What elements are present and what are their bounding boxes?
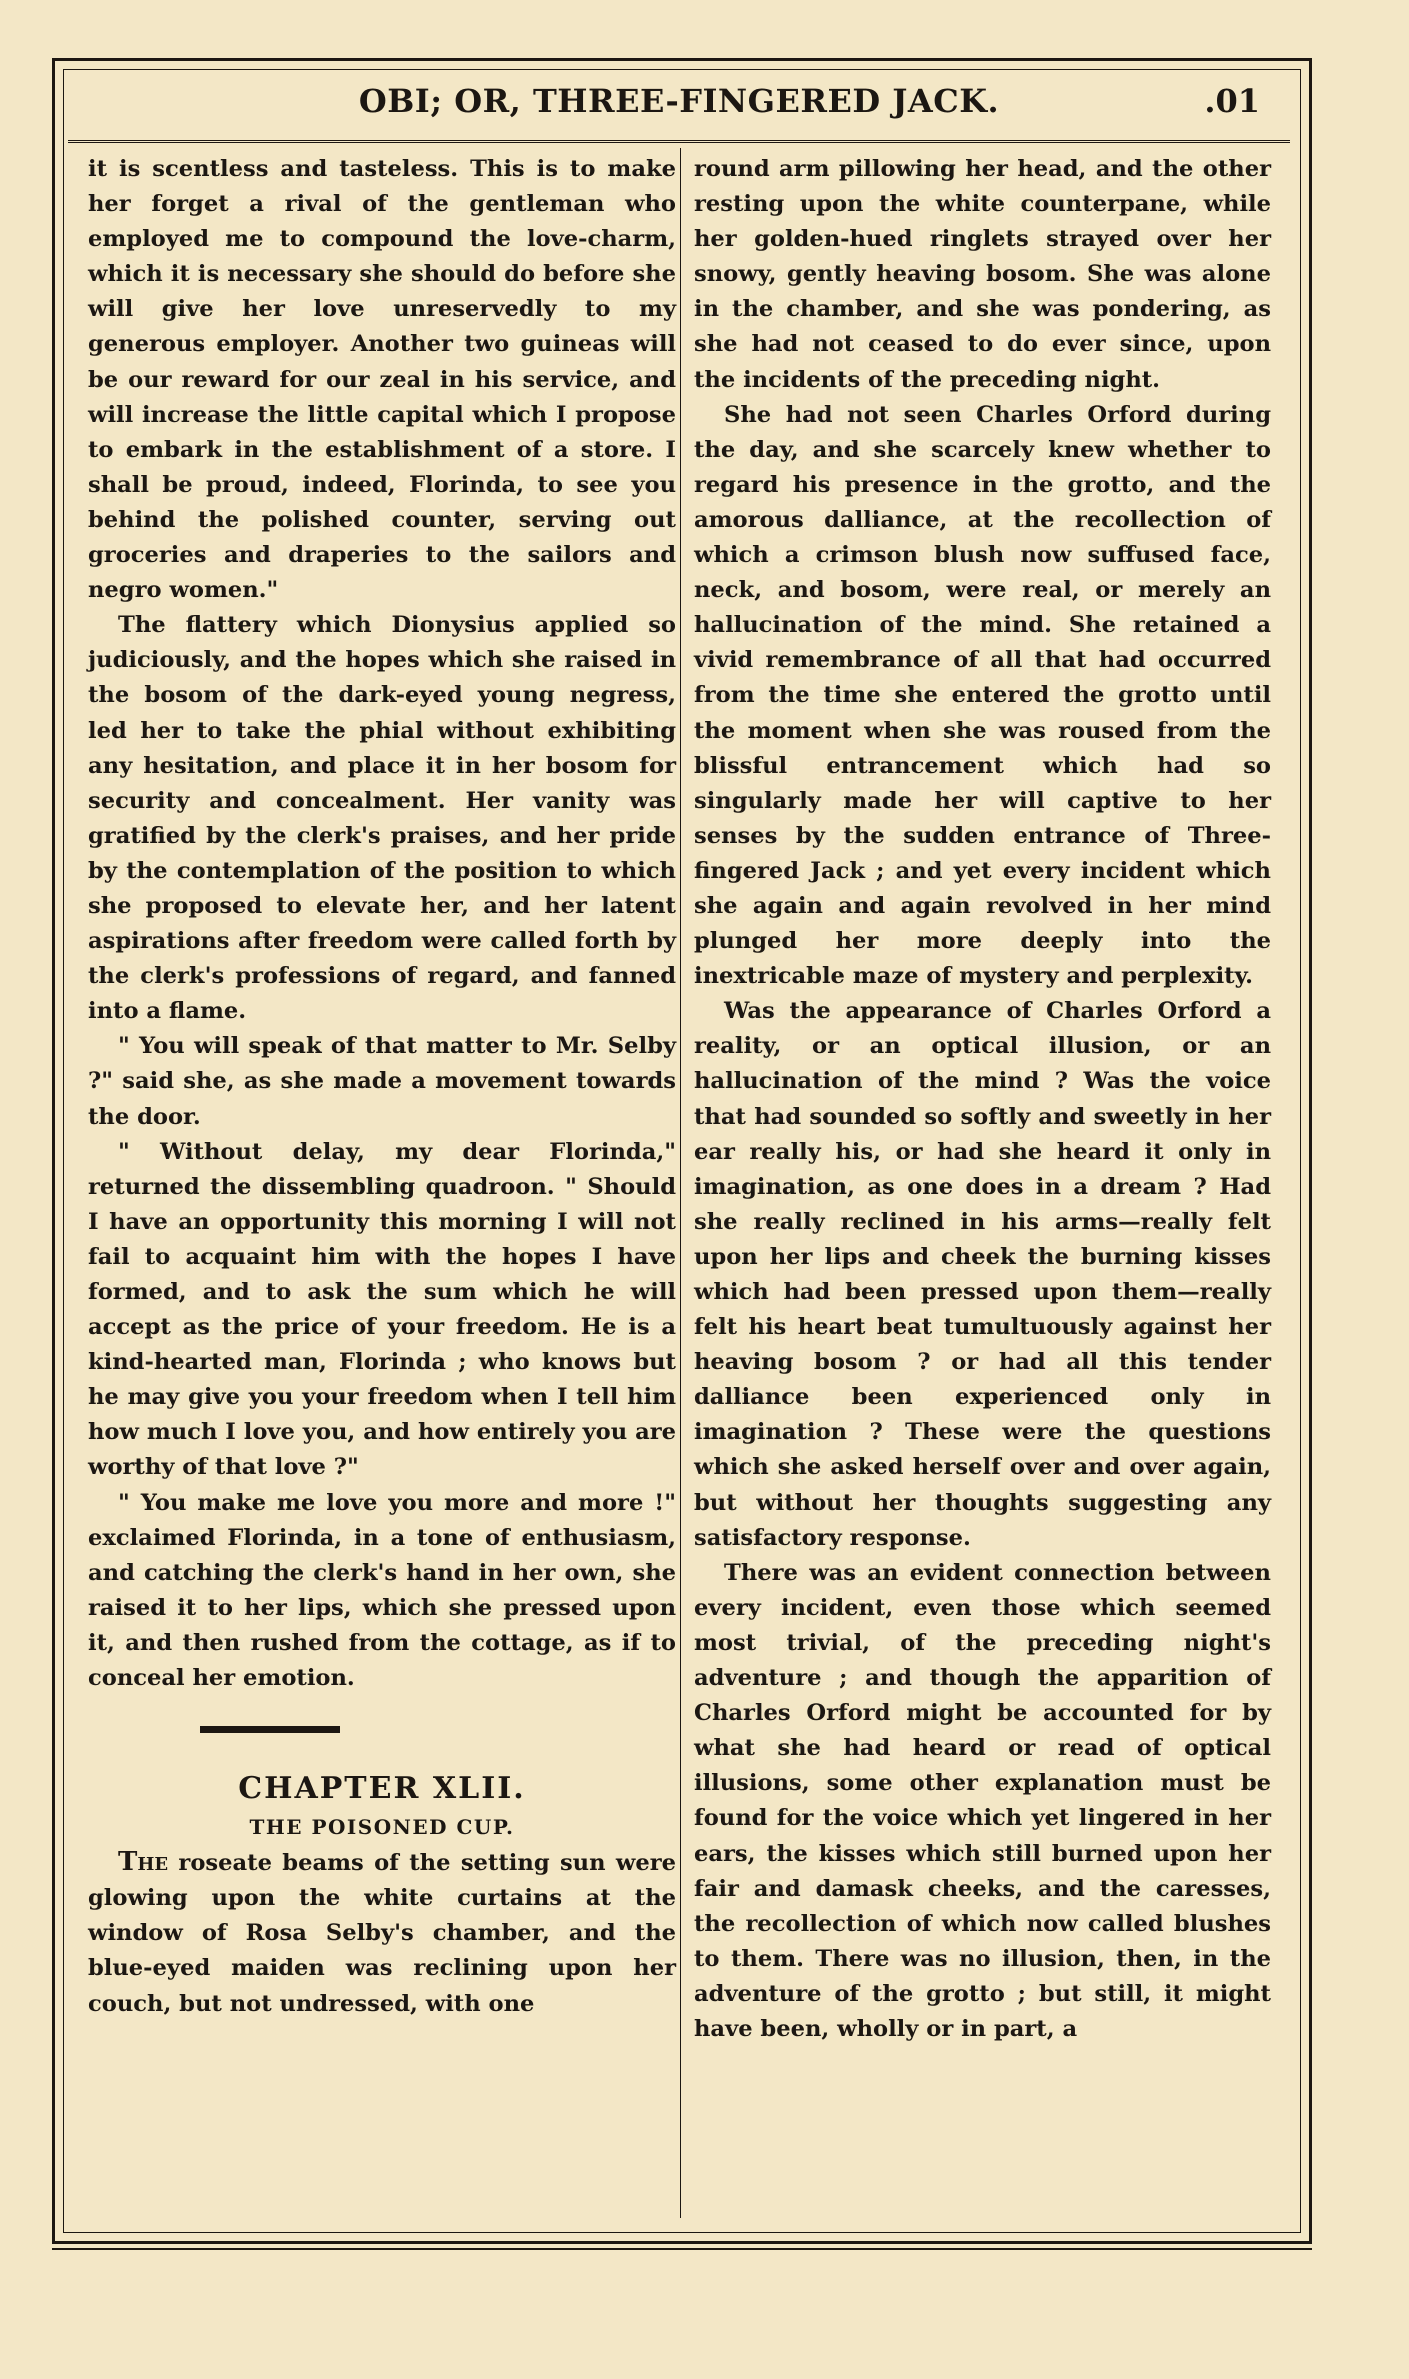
paragraph: " You make me love you more and more !" exclaimed Florinda, in a tone of enthusiasm, and catching the clerk's hand in her own, she raised it to her lips, which she pressed upon it, and then rushed from the cottage, as if to conceal her emotion. (88, 1489, 676, 1692)
running-title: OBI; OR, THREE-FINGERED JACK. (358, 82, 1000, 120)
chapter-opening-paragraph (88, 1845, 676, 2021)
paragraph: Was the appearance of Charles Orford a reality, or an optical illusion, or an hallucination of the mind ? Was the voice that had sounded so softly and sweetly in her ear really his, or had she heard it only in imagination, as one does in a dream ? Had she really reclined in his arms—really felt upon her lips and cheek the burning kisses which had been pressed upon them—really felt his heart beat tumultuously against her heaving bosom ? or had all this tender dalliance been experienced only in imagination ? These were the questions which she asked herself over and over again, but without her thoughts suggesting any satisfactory response. (694, 998, 1271, 1551)
chapter-subtitle: THE POISONED CUP. (249, 1815, 515, 1840)
header-rule (68, 140, 1290, 143)
chapter-first-word: The (118, 1847, 169, 1878)
paragraph: There was an evident connection between every incident, even those which seemed most trivial, of the preceding night's adventure ; and though the apparition of Charles Orford might be accounted for by what she had heard or read of optical illusions, some other explanation must be found for the voice which yet lingered in her ears, the kisses which still burned upon her fair and damask cheeks, and the caresses, the recollection of which now called blushes to them. There was no illusion, then, in the adventure of the grotto ; but still, it might have been, wholly or in part, a (694, 1559, 1271, 2042)
paragraph: The flattery which Dionysius applied so judiciously, and the hopes which she raised in the bosom of the dark-eyed young negress, led her to take the phial without exhibiting any hesitation, and place it in her bosom for security and concealment. Her vanity was gratified by the clerk's praises, and her pride by the contemplation of the position to which she proposed to elevate her, and her latent aspirations after freedom were called forth by the clerk's professions of regard, and fanned into a flame. (88, 612, 676, 1025)
page-number: .01 (1204, 82, 1260, 120)
chapter-title: CHAPTER XLII. (238, 1771, 526, 1807)
right-column (694, 152, 1271, 2047)
paragraph: it is scentless and tasteless. This is to make her forget a rival of the gentleman who employed me to compound the love-charm, which it is necessary she should do before she will give her love unreservedly to my generous employer. Another two guineas will be our reward for our zeal in his service, and will increase the little capital which I propose to embark in the establishment of a store. I shall be proud, indeed, Florinda, to see you behind the polished counter, serving out groceries and draperies to the sailors and negro women." (88, 156, 676, 604)
column-divider (680, 148, 681, 2218)
paragraph: She had not seen Charles Orford during the day, and she scarcely knew whether to regard his presence in the grotto, and the amorous dalliance, at the recollection of which a crimson blush now suffused face, neck, and bosom, were real, or merely an hallucination of the mind. She retained a vivid remembrance of all that had occurred from the time she entered the grotto until the moment when she was roused from the blissful entrancement which had so singularly made her will captive to her senses by the sudden entrance of Three-fingered Jack ; and yet every incident which she again and again revolved in her mind plunged her more deeply into the inextricable maze of mystery and perplexity. (694, 401, 1271, 990)
left-column (88, 152, 676, 2022)
paragraph: " You will speak of that matter to Mr. Selby ?" said she, as she made a movement towards the door. (88, 1033, 676, 1130)
section-divider-ornament (200, 1726, 340, 1733)
paragraph: " Without delay, my dear Florinda," returned the dissembling quadroon. " Should I have an opportunity this morning I will not fail to acquaint him with the hopes I have formed, and to ask the sum which he will accept as the price of your freedom. He is a kind-hearted man, Florinda ; who knows but he may give you your freedom when I tell him how much I love you, and how entirely you are worthy of that love ?" (88, 1138, 676, 1481)
chapter-opening-text: roseate beams of the setting sun were glowing upon the white curtains at the window of Rosa Selby's chamber, and the blue-eyed maiden was reclining upon her couch, but not undressed, with one (88, 1850, 676, 2017)
page-header (70, 82, 1288, 132)
paragraph: round arm pillowing her head, and the other resting upon the white counterpane, while her golden-hued ringlets strayed over her snowy, gently heaving bosom. She was alone in the chamber, and she was pondering, as she had not ceased to do ever since, upon the incidents of the preceding night. (694, 156, 1271, 393)
bottom-rule (52, 2248, 1312, 2250)
